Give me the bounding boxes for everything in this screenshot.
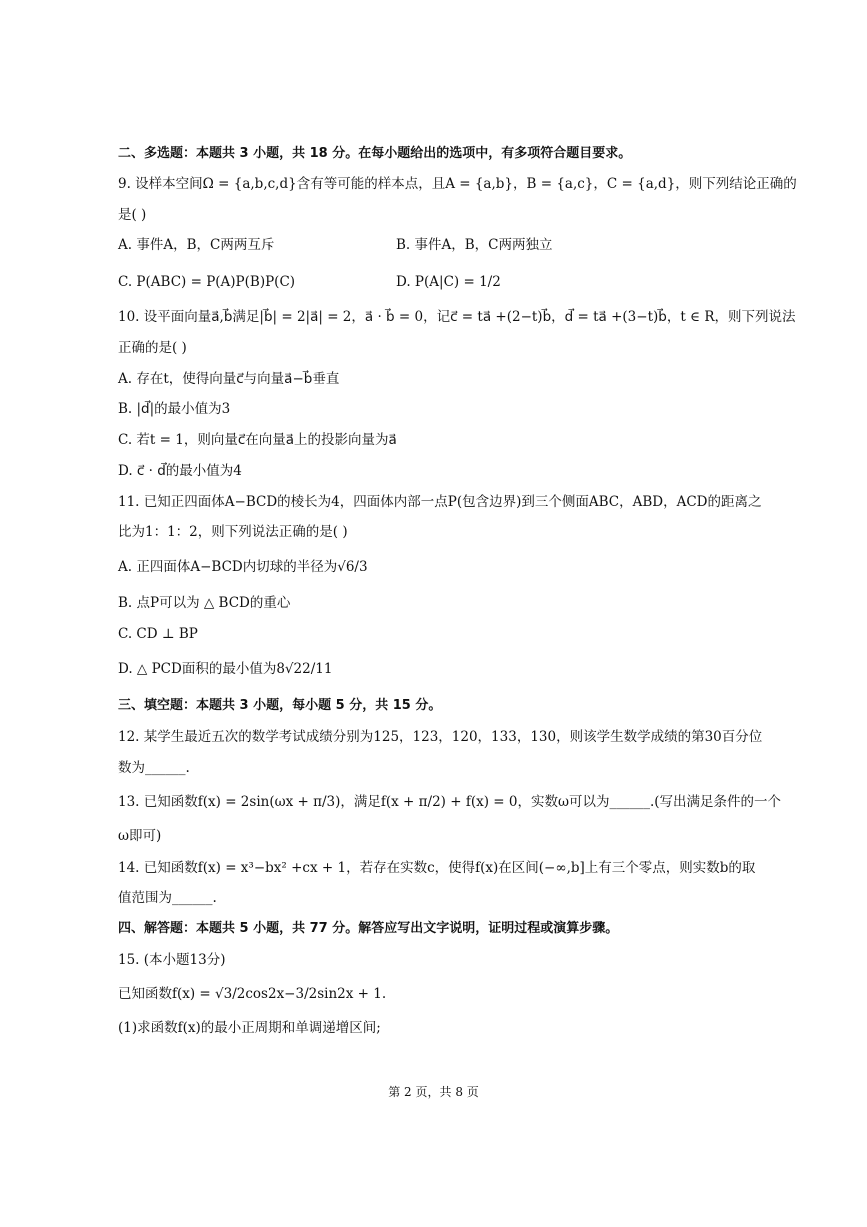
line-q9-l1: 9. 设样本空间Ω = {a,b,c,d}含有等可能的样本点，且A = {a,b}，B = {a,c}，C = {a,d}，则下列结论正确的: [118, 176, 797, 192]
line-q11-d: D. △ PCD面积的最小值为8√22/11: [118, 661, 333, 677]
line-q11-l1: 11. 已知正四面体A−BCD的棱长为4，四面体内部一点P(包含边界)到三个侧面ABC，ABD，ACD的距离之: [118, 494, 762, 510]
line-q9-a: A. 事件A，B，C两两互斥: [118, 237, 275, 253]
line-q15-l1: 15. (本小题13分): [118, 952, 226, 968]
page-footer: 第 2 页，共 8 页: [388, 1085, 479, 1099]
line-q10-l1: 10. 设平面向量a⃗,b⃗满足|b⃗| = 2|a⃗| = 2，a⃗ · b⃗ = 0，记c⃗ = ta⃗ +(2−t)b⃗，d⃗ = ta⃗ +(3−t)b⃗，t ∈ R，则下列说法: [118, 309, 796, 325]
line-q14-l1: 14. 已知函数f(x) = x³−bx² +cx + 1，若存在实数c，使得f(x)在区间(−∞,b]上有三个零点，则实数b的取: [118, 860, 756, 876]
line-s4-head: 四、解答题：本题共 5 小题，共 77 分。解答应写出文字说明，证明过程或演算步骤。: [118, 921, 619, 936]
line-q13-l1: 13. 已知函数f(x) = 2sin(ωx + π/3)，满足f(x + π/2) + f(x) = 0，实数ω可以为______.(写出满足条件的一个: [118, 794, 782, 810]
line-q10-b: B. |d⃗|的最小值为3: [118, 401, 231, 417]
line-q10-l2: 正确的是( ): [118, 340, 187, 356]
line-q15-l2: 已知函数f(x) = √3/2cos2x−3/2sin2x + 1.: [118, 986, 387, 1002]
line-q15-l3: (1)求函数f(x)的最小正周期和单调递增区间;: [118, 1020, 381, 1036]
line-q11-b: B. 点P可以为 △ BCD的重心: [118, 595, 291, 611]
line-q13-l2: ω即可): [118, 828, 162, 844]
line-q9-b: B. 事件A，B，C两两独立: [396, 237, 553, 253]
line-q12-l1: 12. 某学生最近五次的数学考试成绩分别为125，123，120，133，130，则该学生数学成绩的第30百分位: [118, 729, 763, 745]
line-q14-l2: 值范围为______.: [118, 890, 217, 906]
line-q11-l2: 比为1：1：2，则下列说法正确的是( ): [118, 524, 348, 540]
line-q9-c: C. P(ABC) = P(A)P(B)P(C): [118, 274, 296, 290]
line-q10-c: C. 若t = 1，则向量c⃗在向量a⃗上的投影向量为a⃗: [118, 432, 397, 448]
line-s2-head: 二、多选题：本题共 3 小题，共 18 分。在每小题给出的选项中，有多项符合题目要求。: [118, 146, 632, 161]
line-q10-a: A. 存在t，使得向量c⃗与向量a⃗−b⃗垂直: [118, 371, 340, 387]
line-s3-head: 三、填空题：本题共 3 小题，每小题 5 分，共 15 分。: [118, 698, 442, 713]
line-q9-l2: 是( ): [118, 207, 147, 223]
line-q10-d: D. c⃗ · d⃗的最小值为4: [118, 463, 242, 479]
line-q12-l2: 数为______.: [118, 760, 190, 776]
line-q9-d: D. P(A|C) = 1/2: [396, 274, 501, 290]
line-q11-a: A. 正四面体A−BCD内切球的半径为√6/3: [118, 559, 368, 575]
line-q11-c: C. CD ⊥ BP: [118, 626, 198, 642]
